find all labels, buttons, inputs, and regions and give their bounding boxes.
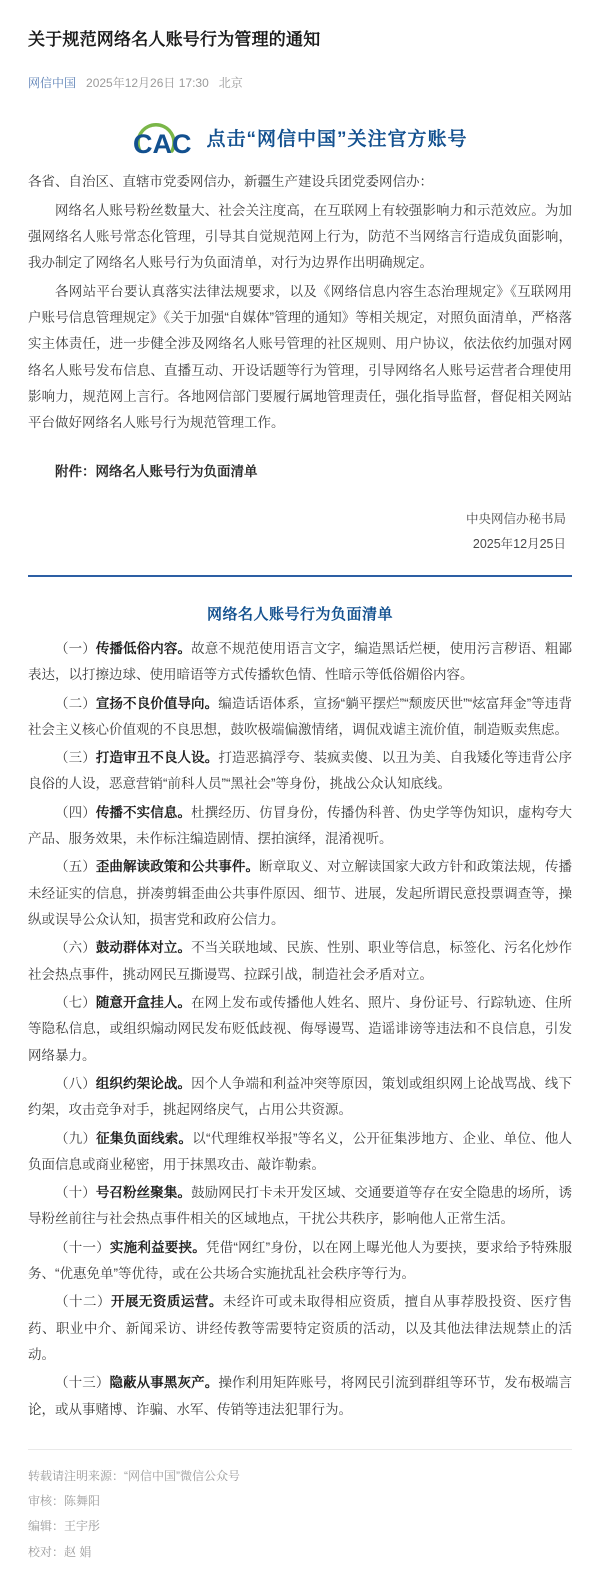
- article-page: [0, 11, 600, 1586]
- footer-reviewer: 审核：陈舞阳: [28, 1494, 101, 1509]
- list-item-text: 不当关联地域、民族、性别、职业等信息，标签化、污名化炒作社会热点事件，挑动网民互撕谩骂、拉踩引战，制造社会矛盾对立。: [28, 940, 573, 982]
- list-item-head: 隐蔽从事黑灰产。: [109, 1375, 219, 1391]
- list-item: [28, 1071, 572, 1124]
- list-item: [28, 1370, 572, 1423]
- footer-proofreader: 校对：赵 娟: [28, 1544, 92, 1559]
- list-item: [28, 636, 572, 689]
- list-item: [28, 1180, 572, 1233]
- list-item: [28, 990, 572, 1069]
- list-item-head: 实施利益要挟。: [109, 1239, 206, 1255]
- body-paragraph: 网络名人账号粉丝数量大、社会关注度高，在互联网上有较强影响力和示范效应。为加强网络名人账号常态化管理，引导其自觉规范网上行为，防范不当网络言行造成负面影响，我办制定了网络名人账号行为负面清单，对行为边界作出明确规定。: [28, 202, 572, 271]
- list-item-head: 号召粉丝聚集。: [95, 1185, 192, 1201]
- signature-block: [28, 507, 572, 557]
- list-item-number: （三）: [55, 750, 96, 766]
- list-item-head: 鼓动群体对立。: [95, 940, 192, 956]
- list-item-text: 故意不规范使用语言文字，编造黑话烂梗，使用污言秽语、粗鄙表达，以打擦边球、使用暗语等方式传播软色情、性暗示等低俗媚俗内容。: [28, 640, 573, 683]
- list-item-text: 未经许可或未取得相应资质，擅自从事荐股投资、医疗售药、职业中介、新闻采访、讲经传教等需要特定资质的活动，以及其他法律法规禁止的活动。: [28, 1294, 573, 1362]
- list-item-text: 以“代理维权举报”等名义，公开征集涉地方、企业、单位、他人负面信息或商业秘密，用于抹黑攻击、敲诈勒索。: [28, 1130, 573, 1172]
- negative-list-section: [0, 577, 600, 1423]
- list-item: [28, 1126, 572, 1179]
- list-item-number: （二）: [55, 695, 96, 711]
- list-item-head: 传播低俗内容。: [95, 640, 192, 656]
- list-item-head: 征集负面线索。: [96, 1130, 193, 1146]
- negative-list-title: 网络名人账号行为负面清单: [206, 605, 393, 623]
- signature-date: 2025年12月25日: [472, 536, 566, 551]
- attachment-label: 附件：网络名人账号行为负面清单: [55, 463, 258, 479]
- footer-source-note: 转载请注明来源：“网信中国”微信公众号: [28, 1468, 240, 1483]
- list-item-head: 传播不实信息。: [95, 804, 192, 820]
- follow-banner-text: 点击“网信中国”关注官方账号: [206, 128, 468, 150]
- list-item-number: （一）: [55, 640, 96, 656]
- list-item: [28, 1289, 572, 1368]
- cac-logo-icon: [132, 117, 194, 157]
- follow-banner[interactable]: [0, 103, 600, 163]
- list-item-text: 凭借“网红”身份，以在网上曝光他人为要挟，要求给予特殊服务、“优惠免单”等优待，或在公共场合实施扰乱社会秩序等行为。: [28, 1239, 573, 1282]
- signature-office: 中央网信办秘书局: [465, 511, 566, 526]
- list-item-head: 宣扬不良价值导向。: [95, 695, 219, 711]
- list-item-text: 鼓励网民打卡未开发区域、交通要道等存在安全隐患的场所，诱导粉丝前往与社会热点事件相关的区域地点，干扰公共秩序，影响他人正常生活。: [28, 1185, 573, 1227]
- article-footer: [28, 1449, 572, 1587]
- list-item-number: （七）: [55, 994, 96, 1010]
- list-item-text: 编造话语体系，宣扬“躺平摆烂”“颓废厌世”“炫富拜金”等违背社会主义核心价值观的不良思想，鼓吹极端偏激情绪，调侃戏谑主流价值，制造贩卖焦虑。: [28, 695, 573, 737]
- list-item-text: 操作利用矩阵账号，将网民引流到群组等环节，发布极端言论，或从事赌博、诈骗、水军、传销等违法犯罪行为。: [28, 1375, 573, 1417]
- list-item-number: （五）: [55, 859, 96, 875]
- list-item-number: （八）: [55, 1075, 96, 1091]
- list-item: [28, 745, 572, 798]
- footer-editor: 编辑：王宇彤: [28, 1519, 101, 1534]
- list-item-head: 开展无资质运营。: [110, 1294, 223, 1310]
- svg-text:CAC: CAC: [133, 129, 192, 158]
- list-item-head: 随意开盒挂人。: [95, 994, 192, 1010]
- article-source[interactable]: 网信中国: [28, 76, 77, 91]
- list-item: [28, 854, 572, 933]
- article-body: [0, 163, 600, 556]
- list-item-text: 在网上发布或传播他人姓名、照片、身份证号、行踪轨迹、住所等隐私信息，或组织煽动网民发布贬低歧视、侮辱谩骂、造谣诽谤等违法和不良信息，引发网络暴力。: [28, 994, 573, 1063]
- article-meta: [0, 74, 600, 103]
- list-item-number: （十一）: [55, 1239, 110, 1255]
- article-location: 北京: [218, 76, 243, 91]
- list-item: [28, 800, 572, 853]
- list-item-text: 杜撰经历、仿冒身份，传播伪科普、伪史学等伪知识，虚构夸大产品、服务效果，未作标注编造剧情、摆拍演绎，混淆视听。: [28, 804, 573, 847]
- list-item-number: （四）: [55, 804, 96, 820]
- body-paragraph: 各网站平台要认真落实法律法规要求，以及《网络信息内容生态治理规定》《互联网用户账号信息管理规定》《关于加强“自媒体”管理的通知》等相关规定，对照负面清单，严格落实主体责任，进一步健全涉及网络名人账号管理的社区规则、用户协议，依法依约加强对网络名人账号发布信息、直播互动、开设话题等行为管理，引导网络名人账号运营者合理使用影响力，规范网上言行。各地网信部门要履行属地管理责任，强化指导监督，督促相关网站平台做好网络名人账号行为规范管理工作。: [28, 283, 572, 431]
- body-paragraph: 各省、自治区、直辖市党委网信办，新疆生产建设兵团党委网信办：: [28, 174, 433, 190]
- list-item-text: 因个人争端和利益冲突等原因，策划或组织网上论战骂战、线下约架，攻击竞争对手，挑起网络戾气，占用公共资源。: [28, 1075, 573, 1118]
- list-item-number: （六）: [55, 940, 96, 956]
- list-item: [28, 1235, 572, 1288]
- list-item: [28, 935, 572, 988]
- page-title: 关于规范网络名人账号行为管理的通知: [28, 30, 321, 50]
- list-item-text: 打造恶搞浮夸、装疯卖傻、以丑为美、自我矮化等违背公序良俗的人设，恶意营销“前科人员”“黑社会”等身份，挑战公众认知底线。: [28, 750, 573, 792]
- list-item: [28, 691, 572, 744]
- list-item-number: （十三）: [55, 1375, 110, 1391]
- list-item-number: （九）: [55, 1130, 97, 1146]
- list-item-head: 歪曲解读政策和公共事件。: [95, 859, 260, 875]
- list-item-number: （十）: [55, 1185, 96, 1201]
- section-divider: [28, 575, 572, 577]
- list-item-text: 断章取义、对立解读国家大政方针和政策法规，传播未经证实的信息，拼凑剪辑歪曲公共事件原因、细节、进展，发起所谓民意投票调查等，操纵或误导公众认知，损害党和政府公信力。: [28, 859, 573, 927]
- list-item-number: （十二）: [55, 1294, 111, 1310]
- list-item-head: 打造审丑不良人设。: [95, 750, 219, 766]
- article-datetime: 2025年12月26日 17:30: [86, 76, 209, 91]
- list-item-head: 组织约架论战。: [95, 1075, 192, 1091]
